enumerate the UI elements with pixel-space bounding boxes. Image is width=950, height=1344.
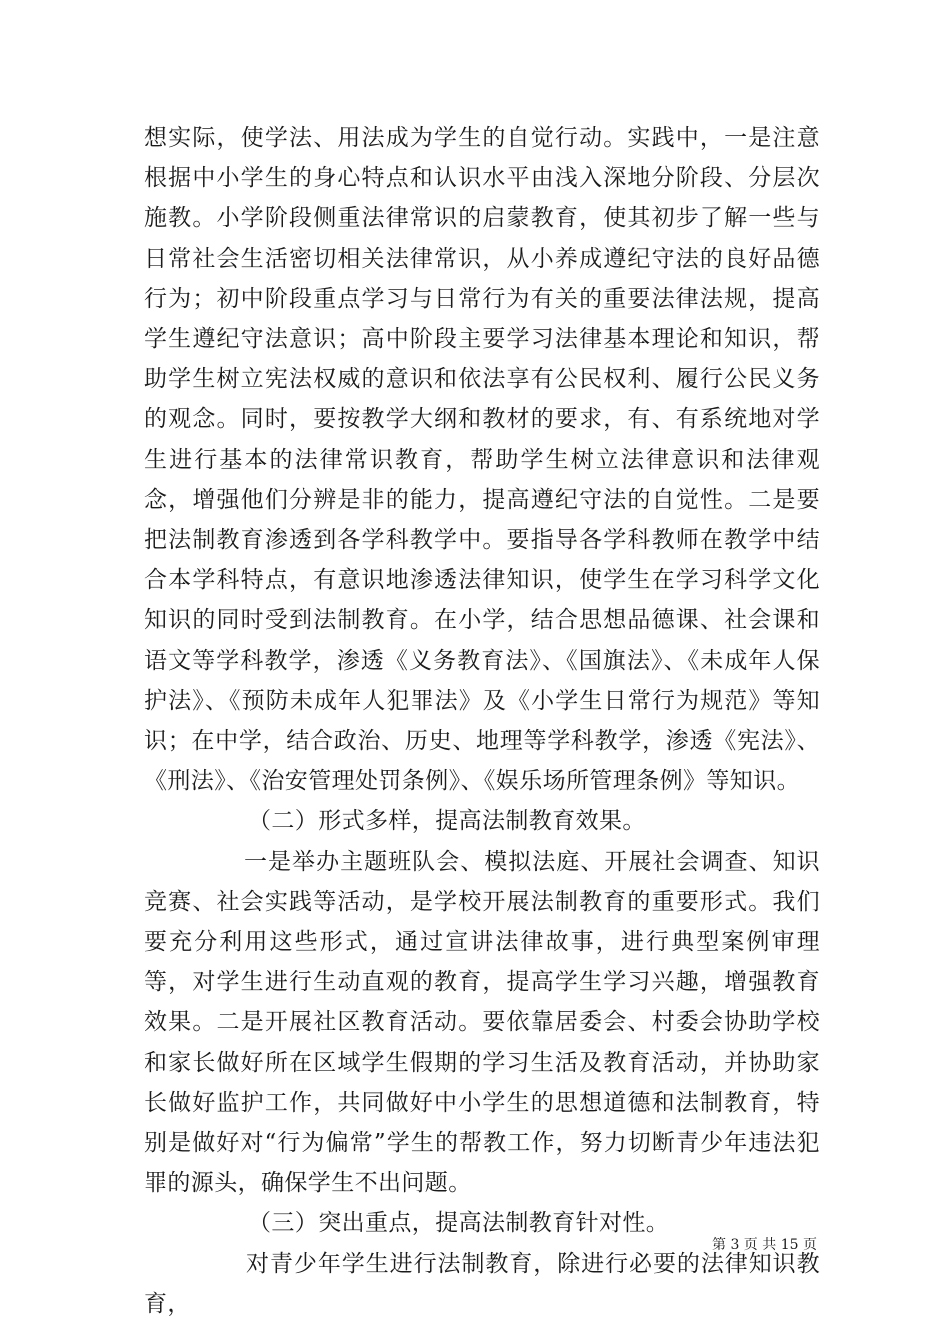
paragraph-continuation: 想实际，使学法、用法成为学生的自觉行动。实践中，一是注意根据中小学生的身心特点和认识水平由浅入深地分阶段、分层次施教。小学阶段侧重法律常识的启蒙教育，使其初步了解一些与日常社会生活密切相关法律常识，从小养成遵纪守法的良好品德行为；初中阶段重点学习与日常行为有关的重要法律法规，提高学生遵纪守法意识；高中阶段主要学习法律基本理论和知识，帮助学生树立宪法权威的意识和依法享有公民权利、履行公民义务的观念。同时，要按教学大纲和教材的要求，有、有系统地对学生进行基本的法律常识教育，帮助学生树立法律意识和法律观念，增强他们分辨是非的能力，提高遵纪守法的自觉性。二是要把法制教育渗透到各学科教学中。要指导各学科教师在教学中结合本学科特点，有意识地渗透法律知识，使学生在学习科学文化知识的同时受到法制教育。在小学，结合思想品德课、社会课和语文等学科教学，渗透《义务教育法》、《国旗法》、《未成年人保护法》、《预防未成年人犯罪法》及《小学生日常行为规范》等知识；在中学，结合政治、历史、地理等学科教学，渗透《宪法》、《刑法》、《治安管理处罚条例》、《娱乐场所管理条例》等知识。	[144, 125, 820, 795]
page-number-footer: 第 3 页 共 15 页	[712, 1237, 817, 1253]
paragraph-focus: 对青少年学生进行法制教育，除进行必要的法律知识教育，	[144, 1250, 820, 1317]
paragraph-forms: 一是举办主题班队会、模拟法庭、开展社会调查、知识竞赛、社会实践等活动，是学校开展法制教育的重要形式。我们要充分利用这些形式，通过宣讲法律故事，进行典型案例审理等，对学生进行生动直观的教育，提高学生学习兴趣，增强教育效果。二是开展社区教育活动。要依靠居委会、村委会协助学校和家长做好所在区域学生假期的学习生活及教育活动，并协助家长做好监护工作，共同做好中小学生的思想道德和法制教育，特别是做好对“行为偏常”学生的帮教工作，努力切断青少年违法犯罪的源头，确保学生不出问题。	[144, 848, 820, 1197]
document-body	[144, 118, 820, 1324]
section-heading-3: （三）突出重点，提高法制教育针对性。	[248, 1210, 670, 1237]
section-heading-2: （二）形式多样，提高法制教育效果。	[248, 808, 646, 835]
